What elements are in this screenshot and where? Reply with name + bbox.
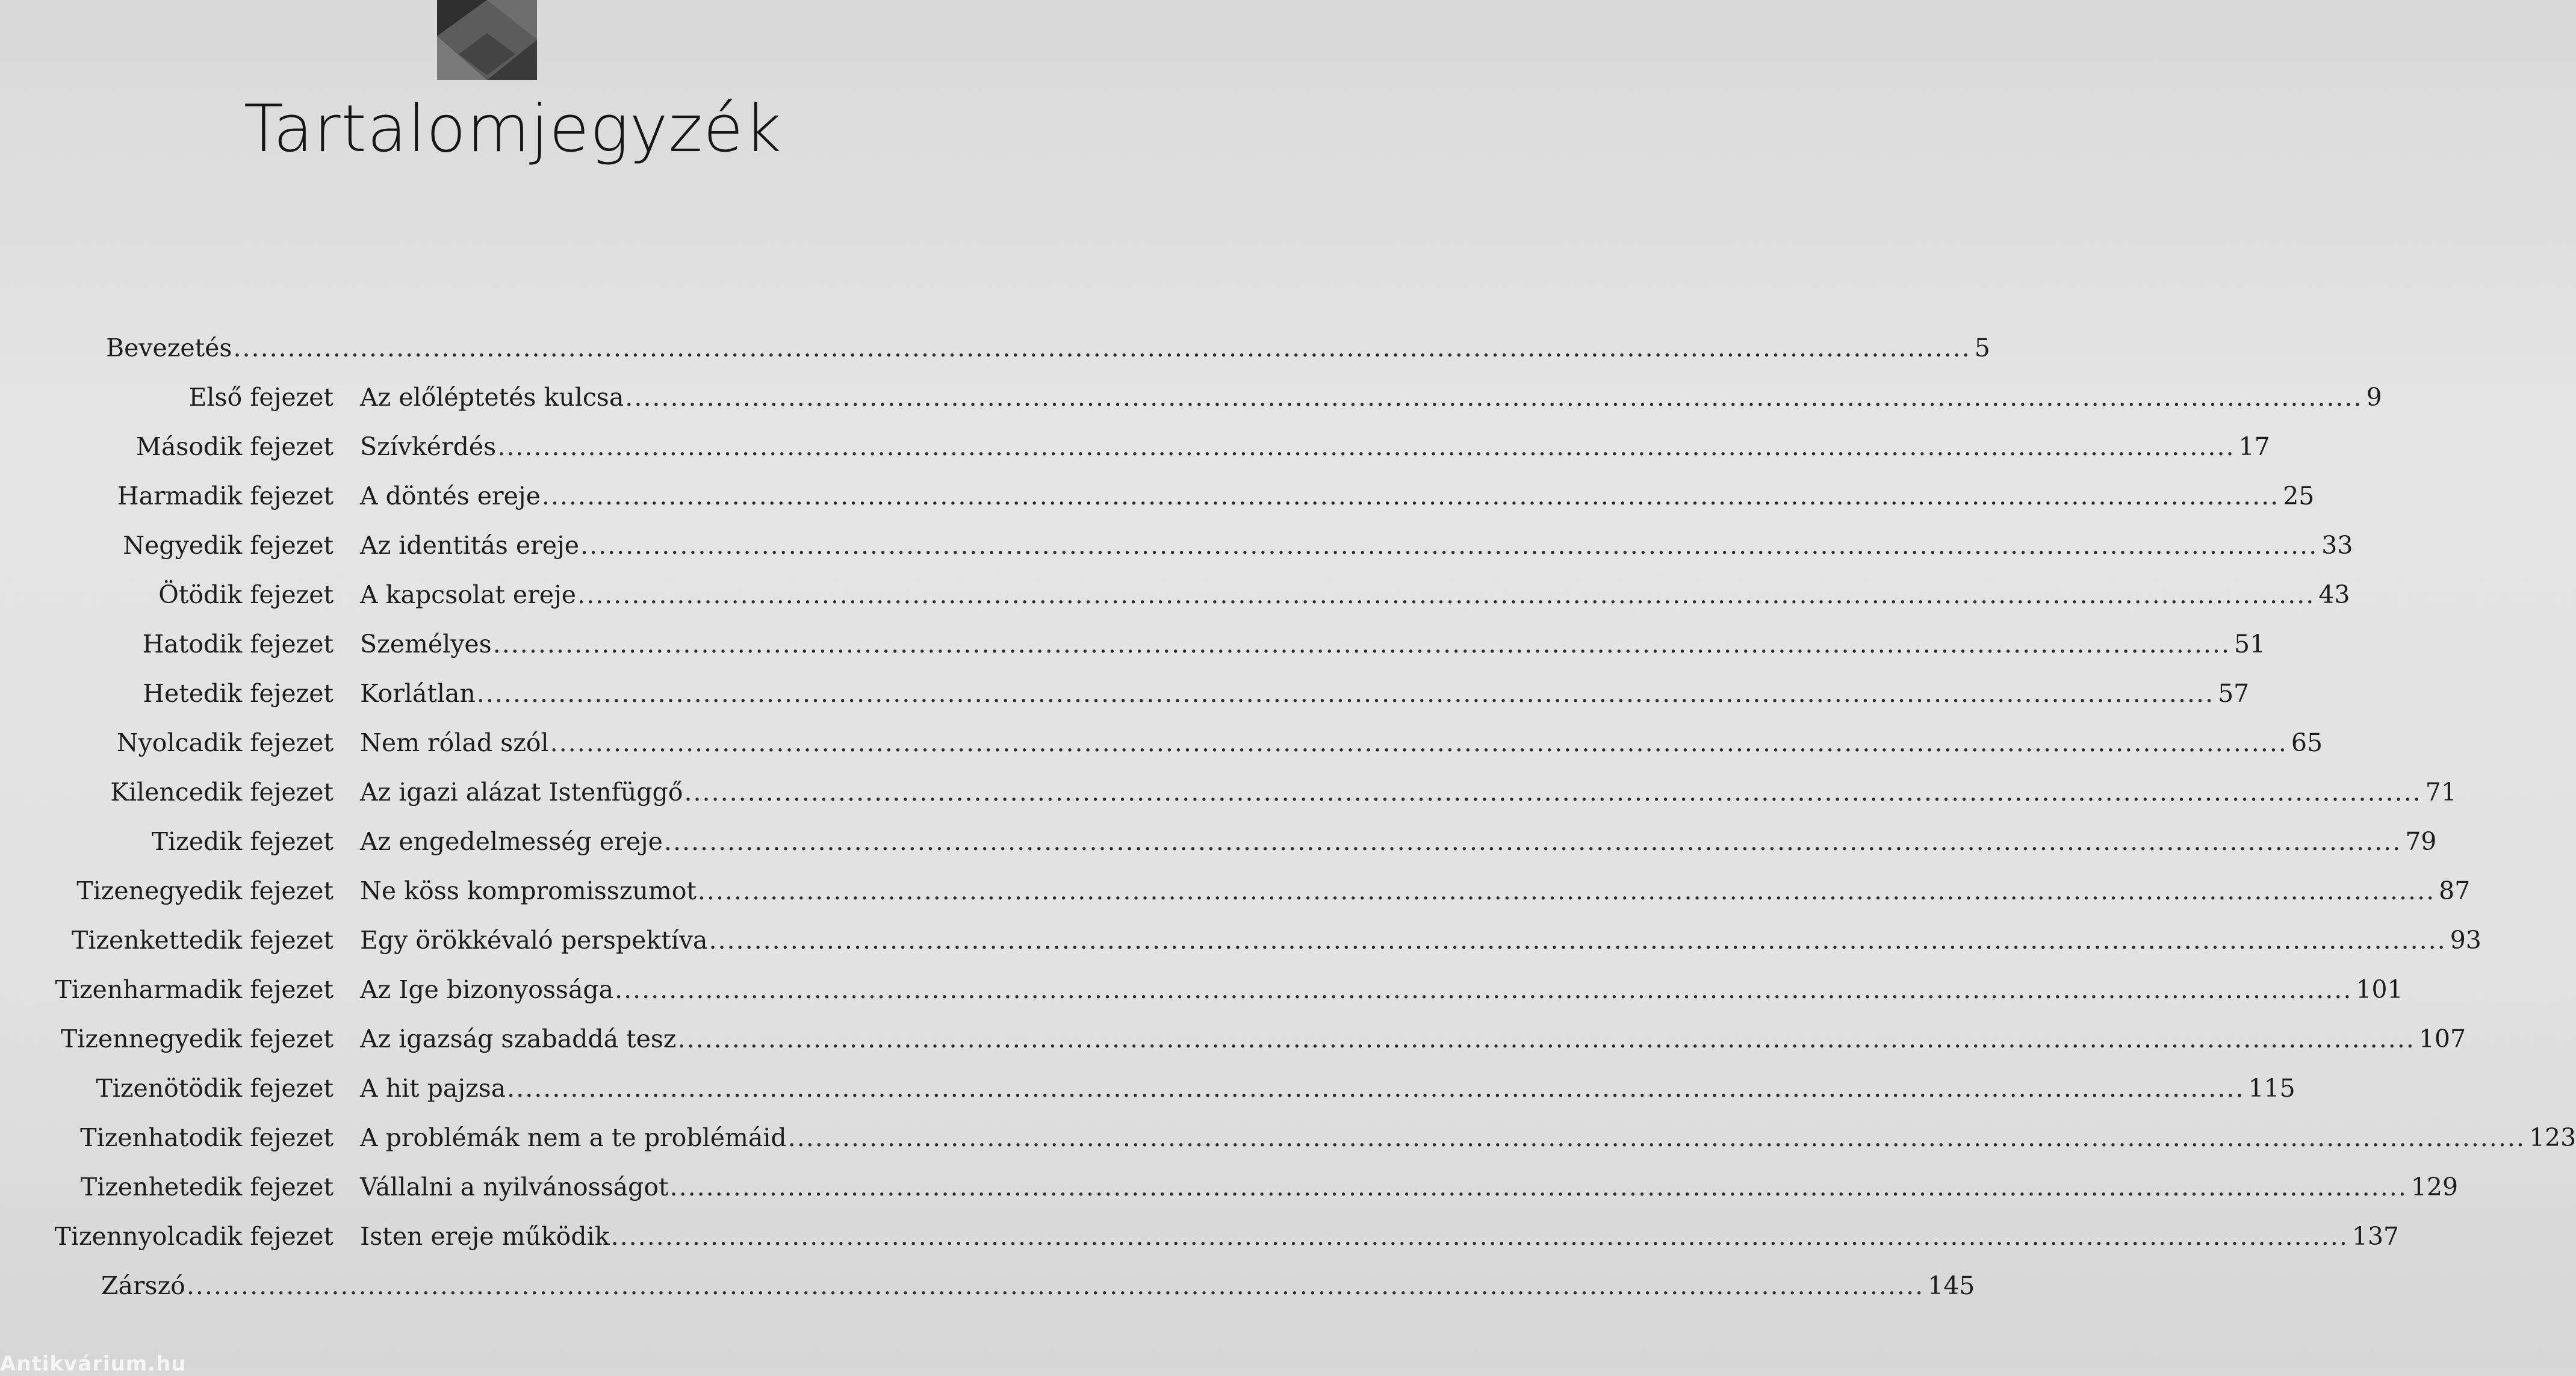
toc-chapter-label: Első fejezet bbox=[188, 383, 334, 412]
toc-entry-title: Az engedelmesség ereje bbox=[360, 827, 663, 856]
toc-entry[interactable] bbox=[0, 916, 2481, 965]
toc-entry-title: Egy örökkévaló perspektíva bbox=[360, 926, 708, 955]
toc-entry-line bbox=[360, 817, 2437, 866]
toc-chapter-label: Nyolcadik fejezet bbox=[116, 728, 334, 757]
toc-entry[interactable] bbox=[0, 373, 2382, 422]
toc-chapter-label: Tizenhetedik fejezet bbox=[80, 1173, 334, 1201]
toc-entry-line bbox=[106, 323, 1990, 373]
leader-dots: ................................................................................................................................................................................................ bbox=[507, 1074, 2245, 1103]
toc-entry-line bbox=[360, 373, 2382, 422]
leader-dots: ................................................................................................................................................................................................ bbox=[577, 580, 2315, 609]
toc-entry[interactable] bbox=[0, 521, 2353, 570]
toc-page-number: 25 bbox=[2283, 482, 2315, 510]
toc-chapter-label: Hatodik fejezet bbox=[142, 630, 334, 659]
leader-dots: ................................................................................................................................................................................................ bbox=[615, 975, 2353, 1004]
toc-page-number: 17 bbox=[2238, 432, 2270, 461]
toc-entry-line bbox=[360, 471, 2315, 521]
leader-dots: ................................................................................................................................................................................................ bbox=[541, 482, 2280, 510]
toc-entry-line bbox=[360, 1212, 2400, 1261]
toc-entry[interactable] bbox=[0, 570, 2350, 619]
leader-dots: ................................................................................................................................................................................................ bbox=[663, 827, 2402, 856]
toc-entry-title: Az Ige bizonyossága bbox=[360, 975, 614, 1004]
toc-entry[interactable] bbox=[0, 323, 1990, 373]
toc-page-number: 43 bbox=[2318, 580, 2350, 609]
toc-chapter-label: Tizenhatodik fejezet bbox=[80, 1123, 334, 1152]
leader-dots: ................................................................................................................................................................................................ bbox=[550, 728, 2288, 757]
toc-entry-title: Zárszó bbox=[101, 1271, 185, 1300]
toc-entry-line bbox=[360, 619, 2266, 669]
toc-chapter-label: Tizenötödik fejezet bbox=[96, 1074, 334, 1103]
toc-entry-title: Személyes bbox=[360, 630, 492, 659]
toc-entry-line bbox=[360, 965, 2403, 1014]
leader-dots: ................................................................................................................................................................................................ bbox=[709, 926, 2447, 955]
leader-dots: ................................................................................................................................................................................................ bbox=[233, 333, 1971, 362]
toc-entry[interactable] bbox=[0, 1113, 2576, 1162]
toc-entry-title: A hit pajzsa bbox=[360, 1074, 506, 1103]
toc-entry[interactable] bbox=[0, 1014, 2466, 1064]
toc-page-number: 145 bbox=[1928, 1271, 1975, 1300]
toc-entry-title: Vállalni a nyilvánosságot bbox=[360, 1173, 669, 1201]
toc-page-number: 129 bbox=[2410, 1173, 2459, 1201]
toc-page-number: 57 bbox=[2218, 679, 2250, 708]
toc-page-number: 87 bbox=[2439, 876, 2471, 905]
toc-entry-line bbox=[360, 521, 2353, 570]
toc-entry[interactable] bbox=[0, 1261, 1975, 1310]
toc-page-number: 123 bbox=[2528, 1123, 2576, 1152]
toc-chapter-label: Tizenharmadik fejezet bbox=[55, 975, 334, 1004]
toc-page-number: 101 bbox=[2356, 975, 2403, 1004]
toc-entry[interactable] bbox=[0, 422, 2270, 471]
toc-entry-line bbox=[360, 1064, 2295, 1113]
toc-entry-title: Szívkérdés bbox=[360, 432, 497, 461]
toc-entry-title: Bevezetés bbox=[106, 333, 232, 362]
toc-entry-line bbox=[360, 718, 2323, 767]
toc-entry-line bbox=[360, 669, 2250, 718]
leader-dots: ................................................................................................................................................................................................ bbox=[580, 531, 2318, 560]
decorative-emblem bbox=[437, 0, 537, 80]
toc-entry-line bbox=[360, 767, 2457, 817]
toc-entry[interactable] bbox=[0, 1212, 2400, 1261]
toc-page-number: 65 bbox=[2291, 728, 2323, 757]
toc-entry[interactable] bbox=[0, 669, 2250, 718]
toc-entry-line bbox=[101, 1261, 1975, 1310]
toc-entry-line bbox=[360, 1113, 2576, 1162]
toc-entry-title: Nem rólad szól bbox=[360, 728, 549, 757]
toc-entry-title: Korlátlan bbox=[360, 679, 476, 708]
toc-entry[interactable] bbox=[0, 471, 2315, 521]
toc-entry-line bbox=[360, 1014, 2466, 1064]
toc-entry-title: A döntés ereje bbox=[360, 482, 541, 510]
toc-chapter-label: Negyedik fejezet bbox=[123, 531, 334, 560]
toc-page-number: 51 bbox=[2233, 630, 2266, 659]
watermark: Antikvárium.hu bbox=[0, 1352, 187, 1376]
toc-chapter-label: Második fejezet bbox=[135, 432, 334, 461]
leader-dots: ................................................................................................................................................................................................ bbox=[492, 630, 2230, 659]
toc-chapter-label: Tizedik fejezet bbox=[151, 827, 334, 856]
toc-entry-line bbox=[360, 570, 2350, 619]
toc-entry-title: Az identitás ereje bbox=[360, 531, 579, 560]
page-title: Tartalomjegyzék bbox=[243, 91, 783, 167]
toc-page-number: 115 bbox=[2248, 1074, 2295, 1103]
leader-dots: ................................................................................................................................................................................................ bbox=[684, 778, 2422, 807]
toc-entry-line bbox=[360, 916, 2481, 965]
toc-page-number: 107 bbox=[2418, 1024, 2466, 1053]
leader-dots: ................................................................................................................................................................................................ bbox=[787, 1123, 2525, 1152]
toc-page-number: 137 bbox=[2351, 1222, 2400, 1251]
toc-entry[interactable] bbox=[0, 866, 2471, 916]
toc-chapter-label: Tizenkettedik fejezet bbox=[71, 926, 334, 955]
toc-entry[interactable] bbox=[0, 1162, 2459, 1212]
toc-entry-title: Isten ereje működik bbox=[360, 1222, 610, 1251]
toc-chapter-label: Tizennyolcadik fejezet bbox=[54, 1222, 334, 1251]
toc-chapter-label: Tizenegyedik fejezet bbox=[76, 876, 334, 905]
toc-chapter-label: Kilencedik fejezet bbox=[110, 778, 334, 807]
toc-page-number: 9 bbox=[2366, 383, 2382, 412]
toc-entry[interactable] bbox=[0, 718, 2323, 767]
leader-dots: ................................................................................................................................................................................................ bbox=[677, 1024, 2415, 1053]
leader-dots: ................................................................................................................................................................................................ bbox=[697, 876, 2436, 905]
leader-dots: ................................................................................................................................................................................................ bbox=[669, 1173, 2407, 1201]
leader-dots: ................................................................................................................................................................................................ bbox=[186, 1271, 1925, 1300]
toc-entry-title: Az igazság szabaddá tesz bbox=[360, 1024, 677, 1053]
toc-chapter-label: Hetedik fejezet bbox=[143, 679, 334, 708]
toc-entry[interactable] bbox=[0, 965, 2403, 1014]
toc-entry[interactable] bbox=[0, 1064, 2295, 1113]
toc-entry-title: Ne köss kompromisszumot bbox=[360, 876, 697, 905]
toc-page-number: 79 bbox=[2405, 827, 2437, 856]
toc-entry-title: Az előléptetés kulcsa bbox=[360, 383, 624, 412]
toc-chapter-label: Harmadik fejezet bbox=[117, 482, 334, 510]
toc-entry-line bbox=[360, 866, 2471, 916]
toc-entry-title: A kapcsolat ereje bbox=[360, 580, 577, 609]
toc-page-number: 93 bbox=[2450, 926, 2481, 955]
leader-dots: ................................................................................................................................................................................................ bbox=[625, 383, 2363, 412]
leader-dots: ................................................................................................................................................................................................ bbox=[610, 1222, 2348, 1251]
toc-chapter-label: Ötödik fejezet bbox=[158, 580, 334, 609]
toc-entry[interactable] bbox=[0, 767, 2457, 817]
toc-page-number: 33 bbox=[2321, 531, 2353, 560]
toc-entry[interactable] bbox=[0, 619, 2266, 669]
toc-page-number: 5 bbox=[1974, 333, 1990, 362]
toc-entry-line bbox=[360, 1162, 2459, 1212]
leader-dots: ................................................................................................................................................................................................ bbox=[497, 432, 2235, 461]
toc-entry-title: Az igazi alázat Istenfüggő bbox=[360, 778, 683, 807]
leader-dots: ................................................................................................................................................................................................ bbox=[476, 679, 2215, 708]
toc-page-number: 71 bbox=[2425, 778, 2457, 807]
toc-chapter-label: Tizennegyedik fejezet bbox=[60, 1024, 334, 1053]
toc-entry-title: A problémák nem a te problémáid bbox=[360, 1123, 787, 1152]
toc-entry[interactable] bbox=[0, 817, 2437, 866]
toc-entry-line bbox=[360, 422, 2270, 471]
